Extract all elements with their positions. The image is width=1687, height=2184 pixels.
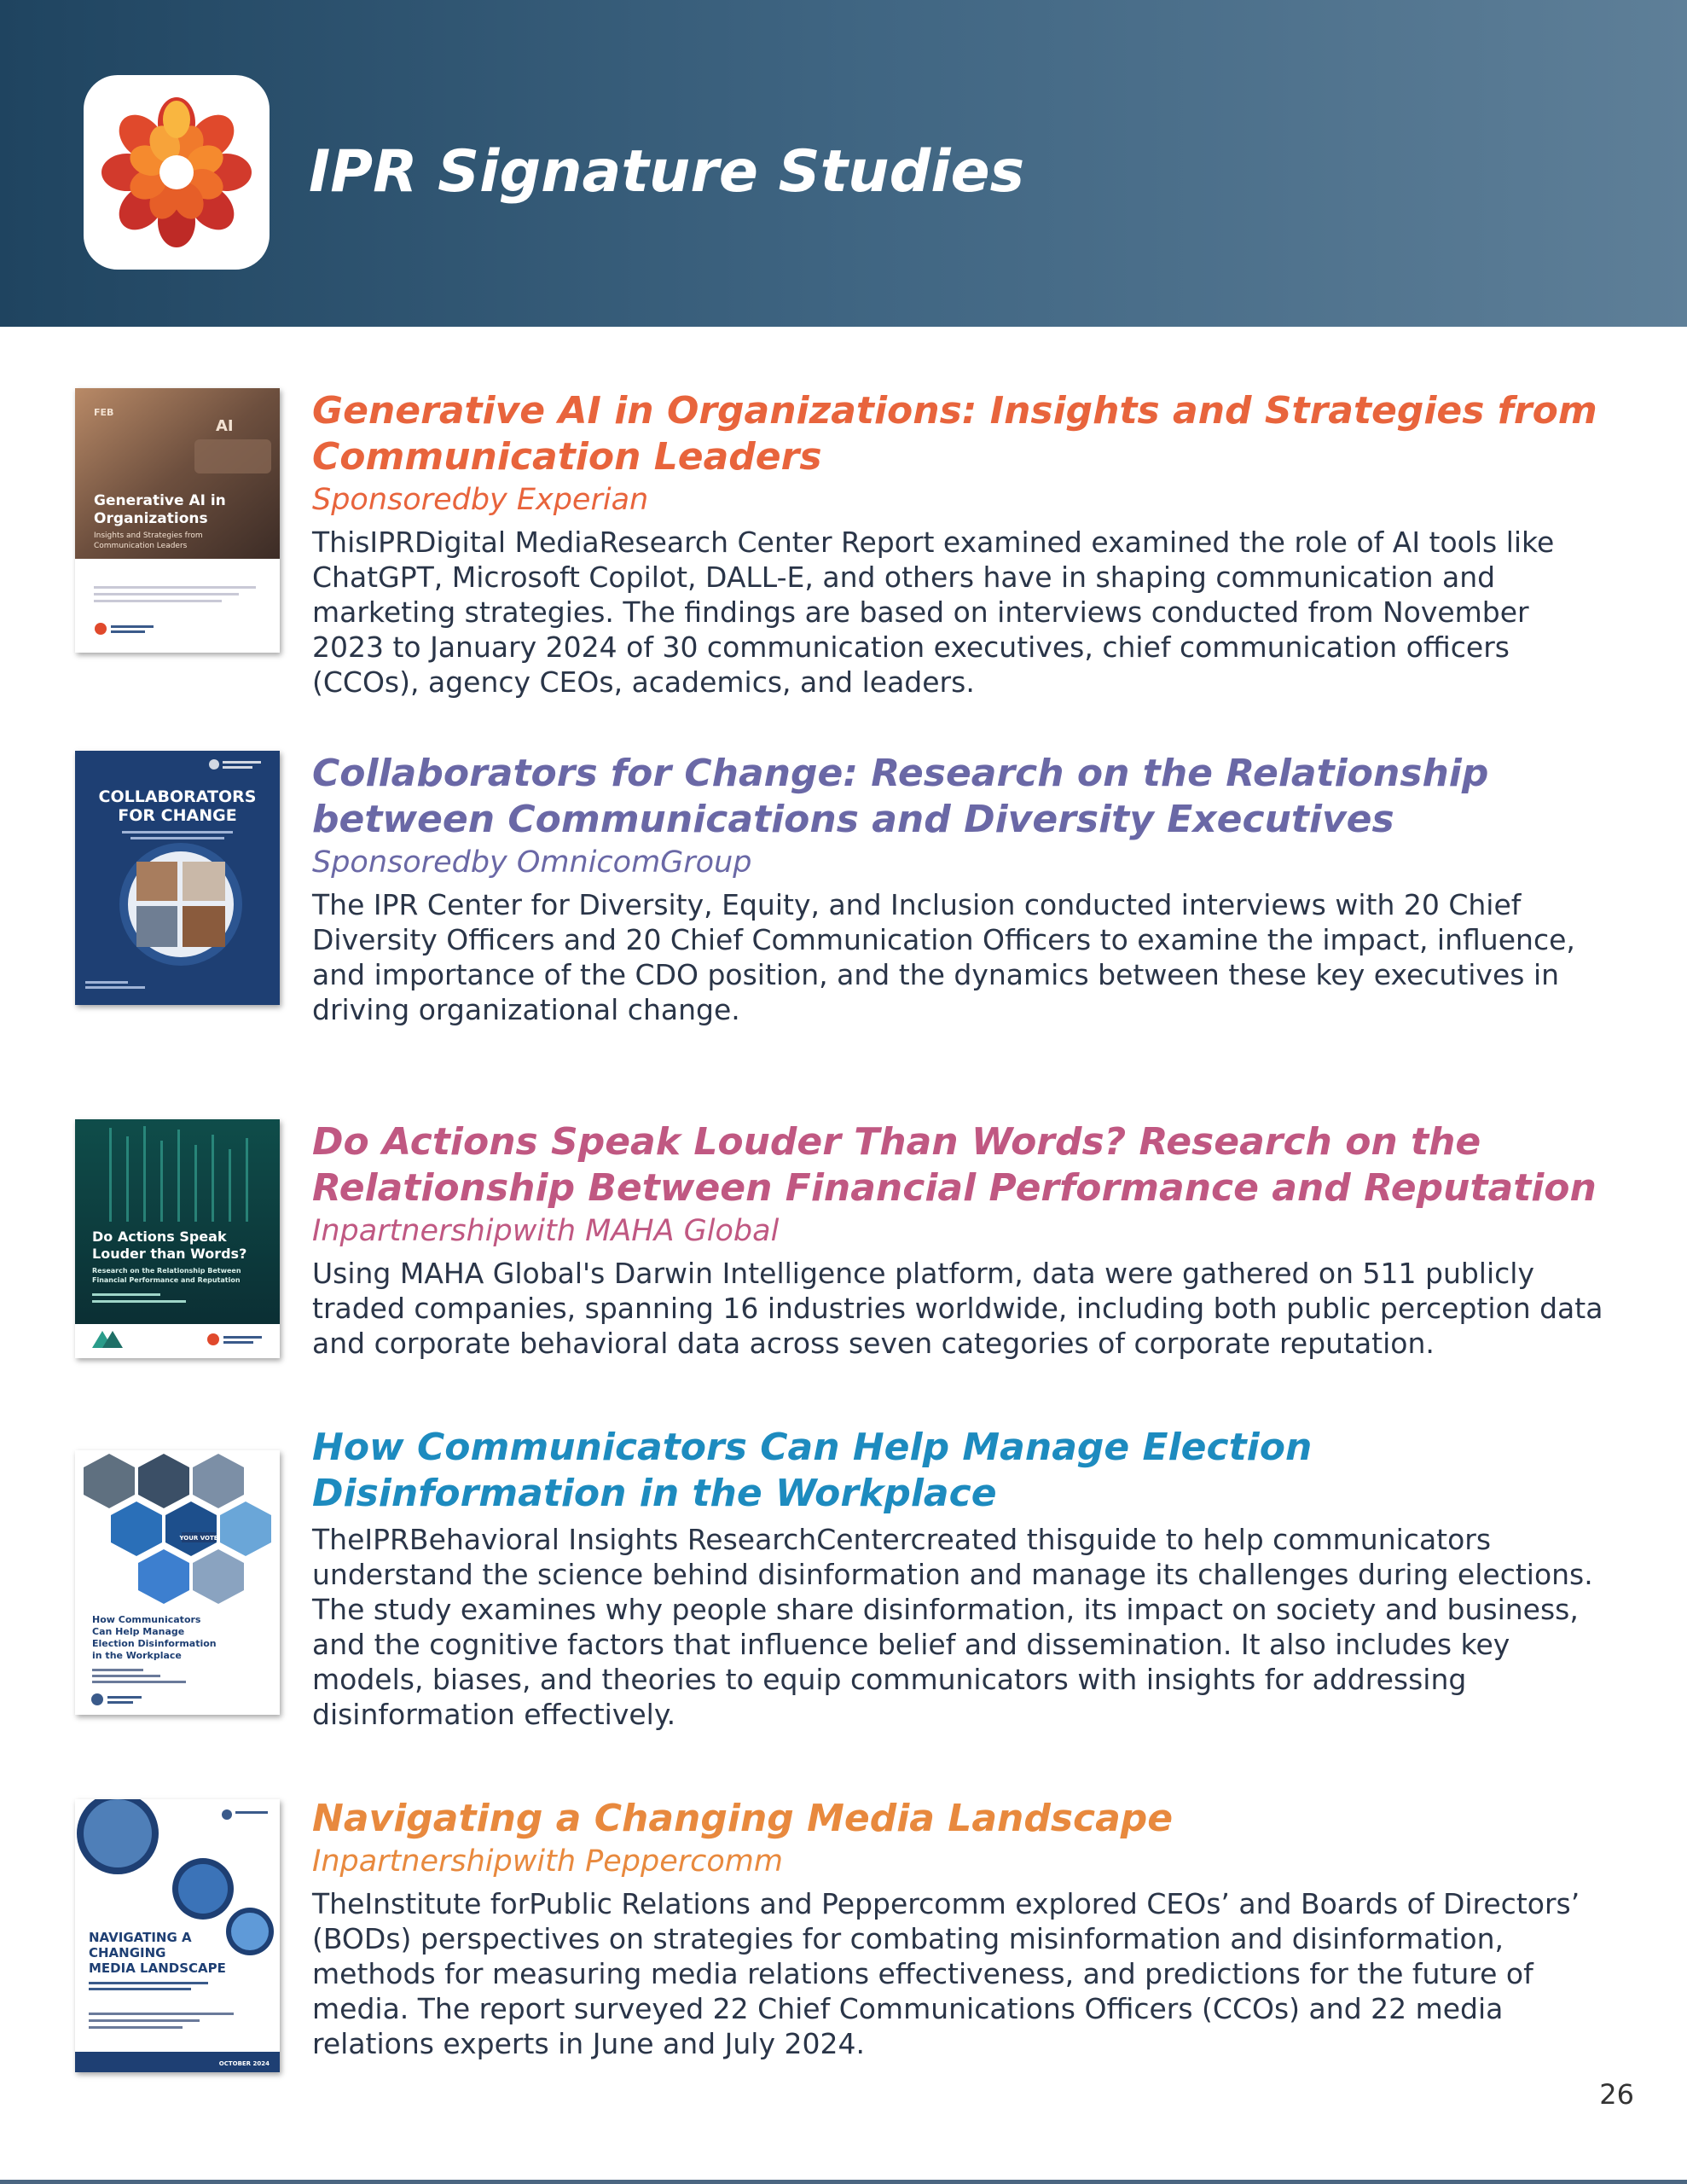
study-sponsor: Sponsoredby Experian [312,483,649,517]
cover-title-line: Louder than Words? [92,1246,247,1262]
cover-badge: YOUR VOTE [179,1535,218,1542]
study-title[interactable]: Generative AI in Organizations: Insights and Strategies from Communication Leaders [312,389,1597,479]
cover-title-line: COLLABORATORS [98,787,257,806]
report-cover[interactable] [75,1119,280,1358]
study-title[interactable]: Navigating a Changing Media Landscape [312,1797,1174,1840]
cover-title-line: Organizations [94,510,208,527]
study-title[interactable]: Collaborators for Change: Research on the Relationship between Communications and Diversity Executives [312,752,1489,841]
page-header [0,0,1687,327]
page-number: 26 [1599,2078,1634,2111]
page-title: IPR Signature Studies [309,138,1025,206]
cover-title-line: Do Actions Speak [92,1228,227,1245]
study-description: TheInstitute forPublic Relations and Peppercomm explored CEOs’ and Boards of Directors’ (BODs) perspectives on strategies for combating misinformation and disinformation, methods for measuring media relations effectiveness, and predictions for the future of media. The report surveyed 22 Chief Communications Officers (CCOs) and 22 media relations experts in June and July 2024. [312,1887,1580,2060]
cover-date: OCTOBER 2024 [218,2060,270,2067]
study-title[interactable]: Do Actions Speak Louder Than Words? Research on the Relationship Between Financial Performance and Reputation [312,1120,1597,1210]
study-sponsor: Inpartnershipwith MAHA Global [312,1214,780,1248]
study-title[interactable]: How Communicators Can Help Manage Election Disinformation in the Workplace [312,1426,1313,1515]
cover-title-line: FOR CHANGE [118,806,237,825]
ipr-flower-logo-icon [100,96,253,249]
study-description: Using MAHA Global's Darwin Intelligence platform, data were gathered on 511 publicly traded companies, spanning 16 industries worldwide, including both public perception data and corporate behavioral data across seven categories of corporate reputation. [312,1257,1603,1360]
cover-title-line: in the Workplace [92,1650,182,1661]
cover-title-line: CHANGING [89,1945,166,1960]
cover-badge: AI [216,417,234,435]
study-sponsor: Sponsoredby OmnicomGroup [312,845,752,880]
cover-subtitle-line: Insights and Strategies from [94,531,203,540]
report-cover[interactable] [75,751,280,1005]
cover-tag: FEB [94,407,114,418]
study-description: TheIPRBehavioral Insights ResearchCentercreated thisguide to help communicators understand the science behind disinformation and manage its challenges during elections. The study examines why people share disinformation, its impact on society and business, and the cognitive factors that influence belief and dissemination. It also includes key models, biases, and theories to equip communicators with insights for addressing disinformation effectively. [312,1523,1593,1731]
report-cover[interactable] [75,388,280,653]
ipr-logo [84,75,270,270]
study-sponsor: Inpartnershipwith Peppercomm [312,1844,783,1879]
study-description: ThisIPRDigital MediaResearch Center Report examined examined the role of AI tools like ChatGPT, Microsoft Copilot, DALL-E, and others have in shaping communication and marketing strategies. The findings are based on interviews conducted from November 2023 to January 2024 of 30 communication executives, chief communication officers (CCOs), agency CEOs, academics, and leaders. [312,526,1555,699]
study-description: The IPR Center for Diversity, Equity, and Inclusion conducted interviews with 20 Chief Diversity Officers and 20 Chief Communication Officers to examine the impact, influence, and importance of the CDO position, and the dynamics between these key executives in driving organizational change. [312,888,1575,1026]
study-text [312,1425,1609,1732]
cover-title-line: Can Help Manage [92,1626,185,1637]
cover-subtitle-line: Financial Performance and Reputation [92,1276,241,1284]
cover-title-line: NAVIGATING A [89,1930,192,1945]
study-text [312,751,1609,1027]
study-text [312,388,1609,700]
study-text [312,1796,1609,2061]
report-cover[interactable] [75,1450,280,1715]
cover-subtitle-line: Communication Leaders [94,542,188,550]
report-cover[interactable] [75,1799,280,2072]
cover-title-line: Election Disinformation [92,1638,217,1649]
cover-title-line: How Communicators [92,1614,201,1625]
cover-title-line: MEDIA LANDSCAPE [89,1960,226,1976]
cover-subtitle-line: Research on the Relationship Between [92,1267,241,1275]
bottom-divider [0,2180,1687,2184]
cover-title-line: Generative AI in [94,492,226,509]
study-text [312,1119,1609,1361]
